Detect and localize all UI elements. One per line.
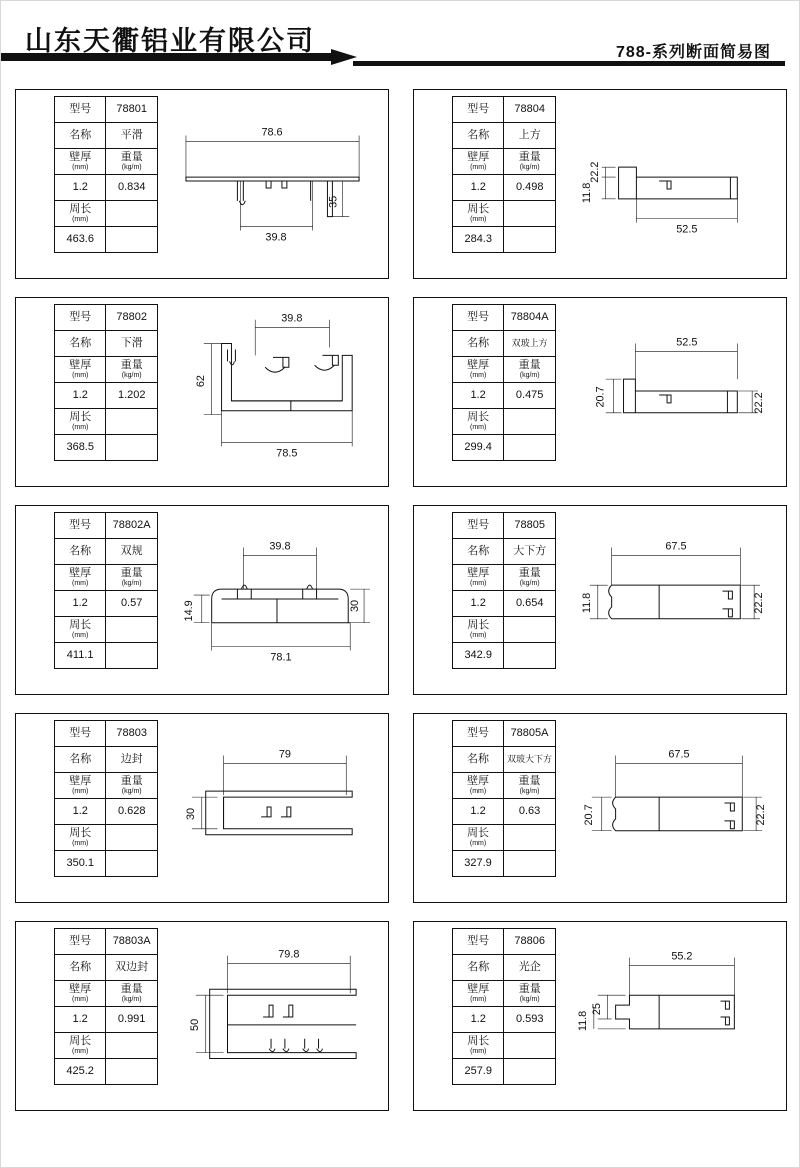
label-perimeter: 周长 (mm): [55, 617, 106, 643]
perimeter-spacer: [106, 409, 158, 435]
value-model: 78805A: [504, 721, 556, 747]
label-perimeter: 周长 (mm): [453, 201, 504, 227]
label-thickness: 壁厚 (mm): [453, 981, 504, 1007]
dim-left-bottom: 11.8: [576, 1010, 589, 1032]
value-thickness: 1.2: [453, 591, 504, 617]
label-thickness: 壁厚 (mm): [55, 357, 106, 383]
value-perimeter: 257.9: [453, 1059, 504, 1085]
value-thickness: 1.2: [55, 175, 106, 201]
company-name: 山东天衢铝业有限公司: [25, 26, 315, 56]
value-perimeter: 368.5: [55, 435, 106, 461]
spec-table: [54, 96, 158, 253]
value-model: 78805: [504, 513, 556, 539]
profile-drawing: [564, 506, 782, 694]
value-weight: 0.498: [504, 175, 556, 201]
label-perimeter: 周长 (mm): [453, 825, 504, 851]
profile-drawing: [166, 922, 384, 1110]
label-thickness: 壁厚 (mm): [55, 565, 106, 591]
profile-drawing: [166, 298, 384, 486]
value-thickness: 1.2: [55, 591, 106, 617]
profile-card[interactable]: [413, 921, 787, 1111]
value-perimeter: 327.9: [453, 851, 504, 877]
perimeter-spacer: [504, 409, 556, 435]
label-model: 型号: [453, 97, 504, 123]
dim-right: 22.2: [753, 392, 766, 414]
dim-top: 79.8: [278, 948, 300, 961]
label-thickness: 壁厚 (mm): [55, 773, 106, 799]
page-header: [1, 1, 799, 79]
value-weight: 0.57: [106, 591, 158, 617]
dim-left: 50: [188, 1018, 201, 1031]
value-name: 大下方: [504, 539, 556, 565]
dim-right: 22.2: [753, 592, 766, 614]
perimeter-spacer2: [504, 1059, 556, 1085]
label-thickness: 壁厚 (mm): [55, 149, 106, 175]
profile-drawing: [564, 714, 782, 902]
label-name: 名称: [453, 331, 504, 357]
perimeter-spacer2: [504, 851, 556, 877]
label-name: 名称: [55, 539, 106, 565]
spec-table: [452, 512, 556, 669]
value-thickness: 1.2: [453, 175, 504, 201]
value-weight: 0.654: [504, 591, 556, 617]
label-perimeter: 周长 (mm): [55, 1033, 106, 1059]
spec-table: [54, 928, 158, 1085]
dim-top: 67.5: [668, 748, 690, 761]
value-name: 双玻上方: [504, 331, 556, 357]
label-name: 名称: [55, 955, 106, 981]
label-thickness: 壁厚 (mm): [453, 565, 504, 591]
profile-card[interactable]: [15, 713, 389, 903]
label-model: 型号: [453, 721, 504, 747]
perimeter-spacer2: [504, 435, 556, 461]
profile-drawing: [564, 298, 782, 486]
dim-top: 55.2: [671, 950, 693, 963]
profile-card[interactable]: [413, 297, 787, 487]
value-perimeter: 284.3: [453, 227, 504, 253]
profile-card[interactable]: [413, 713, 787, 903]
label-model: 型号: [453, 929, 504, 955]
label-name: 名称: [55, 331, 106, 357]
label-thickness: 壁厚 (mm): [453, 357, 504, 383]
profile-card[interactable]: [15, 89, 389, 279]
label-weight: 重量 (kg/m): [106, 981, 158, 1007]
value-name: 边封: [106, 747, 158, 773]
dim-right: 30: [349, 599, 362, 612]
label-perimeter: 周长 (mm): [453, 409, 504, 435]
value-name: 双边封: [106, 955, 158, 981]
value-weight: 0.475: [504, 383, 556, 409]
label-model: 型号: [453, 513, 504, 539]
value-perimeter: 411.1: [55, 643, 106, 669]
perimeter-spacer: [106, 1033, 158, 1059]
perimeter-spacer: [106, 617, 158, 643]
spec-table: [54, 512, 158, 669]
perimeter-spacer: [106, 825, 158, 851]
value-name: 光企: [504, 955, 556, 981]
profile-card[interactable]: [15, 297, 389, 487]
value-model: 78802: [106, 305, 158, 331]
label-weight: 重量 (kg/m): [106, 773, 158, 799]
dim-right: 22.2: [755, 804, 768, 826]
value-thickness: 1.2: [453, 799, 504, 825]
value-weight: 1.202: [106, 383, 158, 409]
perimeter-spacer: [504, 201, 556, 227]
label-weight: 重量 (kg/m): [504, 565, 556, 591]
value-model: 78804A: [504, 305, 556, 331]
label-perimeter: 周长 (mm): [55, 409, 106, 435]
series-title: 788-系列断面简易图: [615, 44, 771, 61]
value-name: 上方: [504, 123, 556, 149]
dim-left-bottom: 11.8: [580, 182, 593, 204]
spec-table: [452, 96, 556, 253]
value-thickness: 1.2: [55, 383, 106, 409]
dim-top: 39.8: [269, 540, 291, 553]
value-perimeter: 342.9: [453, 643, 504, 669]
label-thickness: 壁厚 (mm): [55, 981, 106, 1007]
label-model: 型号: [55, 929, 106, 955]
dim-left: 20.7: [594, 386, 607, 408]
profile-drawing: [166, 714, 384, 902]
value-perimeter: 463.6: [55, 227, 106, 253]
value-name: 双玻大下方: [504, 747, 556, 773]
profile-drawing: [166, 506, 384, 694]
profile-drawing: [564, 90, 782, 278]
label-perimeter: 周长 (mm): [453, 1033, 504, 1059]
value-thickness: 1.2: [453, 1007, 504, 1033]
profile-drawing: [564, 922, 782, 1110]
label-name: 名称: [55, 123, 106, 149]
value-perimeter: 350.1: [55, 851, 106, 877]
dim-top: 79: [278, 748, 291, 761]
label-model: 型号: [55, 513, 106, 539]
dim-top: 67.5: [665, 540, 687, 553]
label-model: 型号: [55, 97, 106, 123]
perimeter-spacer: [504, 1033, 556, 1059]
dim-left: 20.7: [582, 804, 595, 826]
value-model: 78803: [106, 721, 158, 747]
dim-right: 35: [327, 195, 340, 208]
spec-table: [452, 928, 556, 1085]
value-weight: 0.834: [106, 175, 158, 201]
label-model: 型号: [453, 305, 504, 331]
value-name: 平滑: [106, 123, 158, 149]
label-name: 名称: [55, 747, 106, 773]
profile-card[interactable]: [15, 921, 389, 1111]
dim-left-top: 25: [590, 1003, 603, 1016]
value-weight: 0.628: [106, 799, 158, 825]
perimeter-spacer2: [106, 1059, 158, 1085]
label-thickness: 壁厚 (mm): [453, 149, 504, 175]
value-model: 78802A: [106, 513, 158, 539]
label-weight: 重量 (kg/m): [106, 149, 158, 175]
value-weight: 0.991: [106, 1007, 158, 1033]
label-perimeter: 周长 (mm): [55, 825, 106, 851]
label-name: 名称: [453, 123, 504, 149]
label-model: 型号: [55, 721, 106, 747]
label-weight: 重量 (kg/m): [504, 149, 556, 175]
label-model: 型号: [55, 305, 106, 331]
dim-top: 52.5: [676, 336, 698, 349]
perimeter-spacer: [504, 825, 556, 851]
perimeter-spacer2: [106, 227, 158, 253]
perimeter-spacer2: [106, 435, 158, 461]
label-weight: 重量 (kg/m): [504, 773, 556, 799]
label-perimeter: 周长 (mm): [55, 201, 106, 227]
dim-bottom: 39.8: [265, 231, 287, 244]
perimeter-spacer2: [106, 643, 158, 669]
value-perimeter: 425.2: [55, 1059, 106, 1085]
value-thickness: 1.2: [55, 1007, 106, 1033]
perimeter-spacer2: [106, 851, 158, 877]
dim-left-top: 22.2: [588, 161, 601, 183]
profile-card[interactable]: [15, 505, 389, 695]
label-weight: 重量 (kg/m): [504, 981, 556, 1007]
dim-top: 39.8: [281, 312, 303, 325]
spec-table: [54, 304, 158, 461]
value-model: 78801: [106, 97, 158, 123]
profile-card[interactable]: [413, 89, 787, 279]
value-thickness: 1.2: [55, 799, 106, 825]
label-weight: 重量 (kg/m): [106, 357, 158, 383]
value-name: 双规: [106, 539, 158, 565]
value-model: 78803A: [106, 929, 158, 955]
value-name: 下滑: [106, 331, 158, 357]
dim-left: 11.8: [580, 592, 593, 614]
dim-top: 78.6: [261, 126, 283, 139]
value-perimeter: 299.4: [453, 435, 504, 461]
dim-left: 14.9: [182, 600, 195, 622]
perimeter-spacer: [106, 201, 158, 227]
label-name: 名称: [453, 539, 504, 565]
dim-bottom: 52.5: [676, 223, 698, 236]
dim-bottom: 78.1: [270, 651, 292, 664]
spec-table: [54, 720, 158, 877]
value-model: 78806: [504, 929, 556, 955]
profile-card[interactable]: [413, 505, 787, 695]
value-thickness: 1.2: [453, 383, 504, 409]
label-name: 名称: [453, 955, 504, 981]
label-perimeter: 周长 (mm): [453, 617, 504, 643]
label-thickness: 壁厚 (mm): [453, 773, 504, 799]
perimeter-spacer2: [504, 643, 556, 669]
value-weight: 0.593: [504, 1007, 556, 1033]
spec-table: [452, 304, 556, 461]
dim-bottom: 78.5: [276, 447, 298, 460]
label-name: 名称: [453, 747, 504, 773]
dim-left: 30: [184, 807, 197, 820]
perimeter-spacer2: [504, 227, 556, 253]
profile-grid: [15, 89, 787, 1111]
value-model: 78804: [504, 97, 556, 123]
perimeter-spacer: [504, 617, 556, 643]
label-weight: 重量 (kg/m): [106, 565, 158, 591]
spec-table: [452, 720, 556, 877]
dim-left: 62: [194, 375, 207, 388]
profile-drawing: [166, 90, 384, 278]
value-weight: 0.63: [504, 799, 556, 825]
label-weight: 重量 (kg/m): [504, 357, 556, 383]
